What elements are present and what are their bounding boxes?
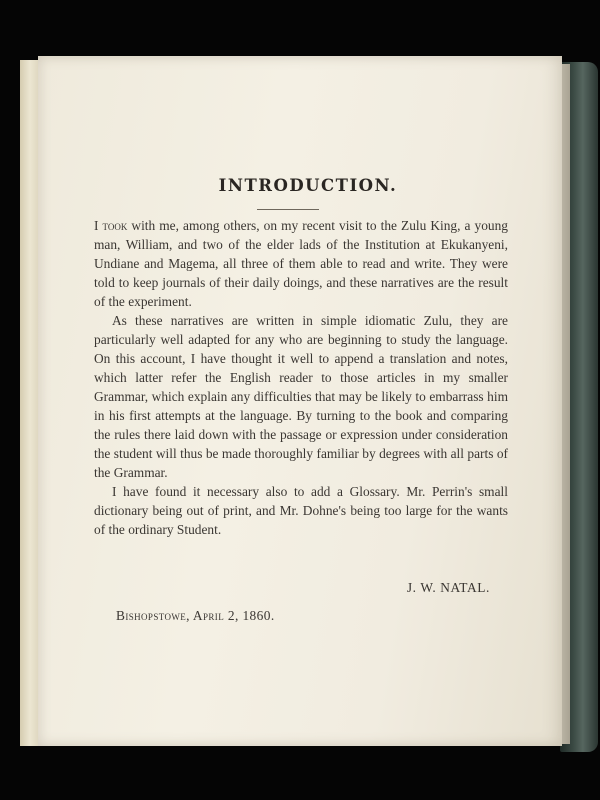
title-rule bbox=[257, 209, 319, 210]
paragraph-1-rest: with me, among others, on my recent visit to the Zulu King, a young man, William, and two of the elder lads of the Institution at Ekukanyeni, Undiane and Magema, all three of them able to read and write. They were told to keep journals of their daily doings, and these narratives are the result of the experiment. bbox=[94, 218, 509, 309]
signature: J. W. NATAL. bbox=[406, 580, 490, 595]
paragraph-1-lead: I took bbox=[94, 218, 128, 233]
paragraph-2: As these narratives are written in simple idiomatic Zulu, they are particularly well adapted for any who are beginning to study the language. On this account, I have thought it well to append a translation and notes, which latter refer the English reader to those articles in my smaller Grammar, which explain any difficulties that may be likely to embarrass him in his first attempts at the language. By turning to the book and comparing the rules there laid down with the passage or expression under consideration the student will thus be made thoroughly familiar by degrees with all parts of the Grammar. bbox=[94, 313, 508, 480]
body-text bbox=[94, 216, 508, 539]
page-title: INTRODUCTION. bbox=[218, 176, 398, 195]
dateline: Bishopstowe, April 2, 1860. bbox=[116, 608, 275, 623]
paragraph-1 bbox=[94, 216, 508, 311]
paragraph-3: I have found it necessary also to add a Glossary. Mr. Perrin's small dictionary being out of print, and Mr. Dohne's being too large for the wants of the ordinary Student. bbox=[94, 484, 508, 537]
book-page bbox=[38, 56, 562, 746]
